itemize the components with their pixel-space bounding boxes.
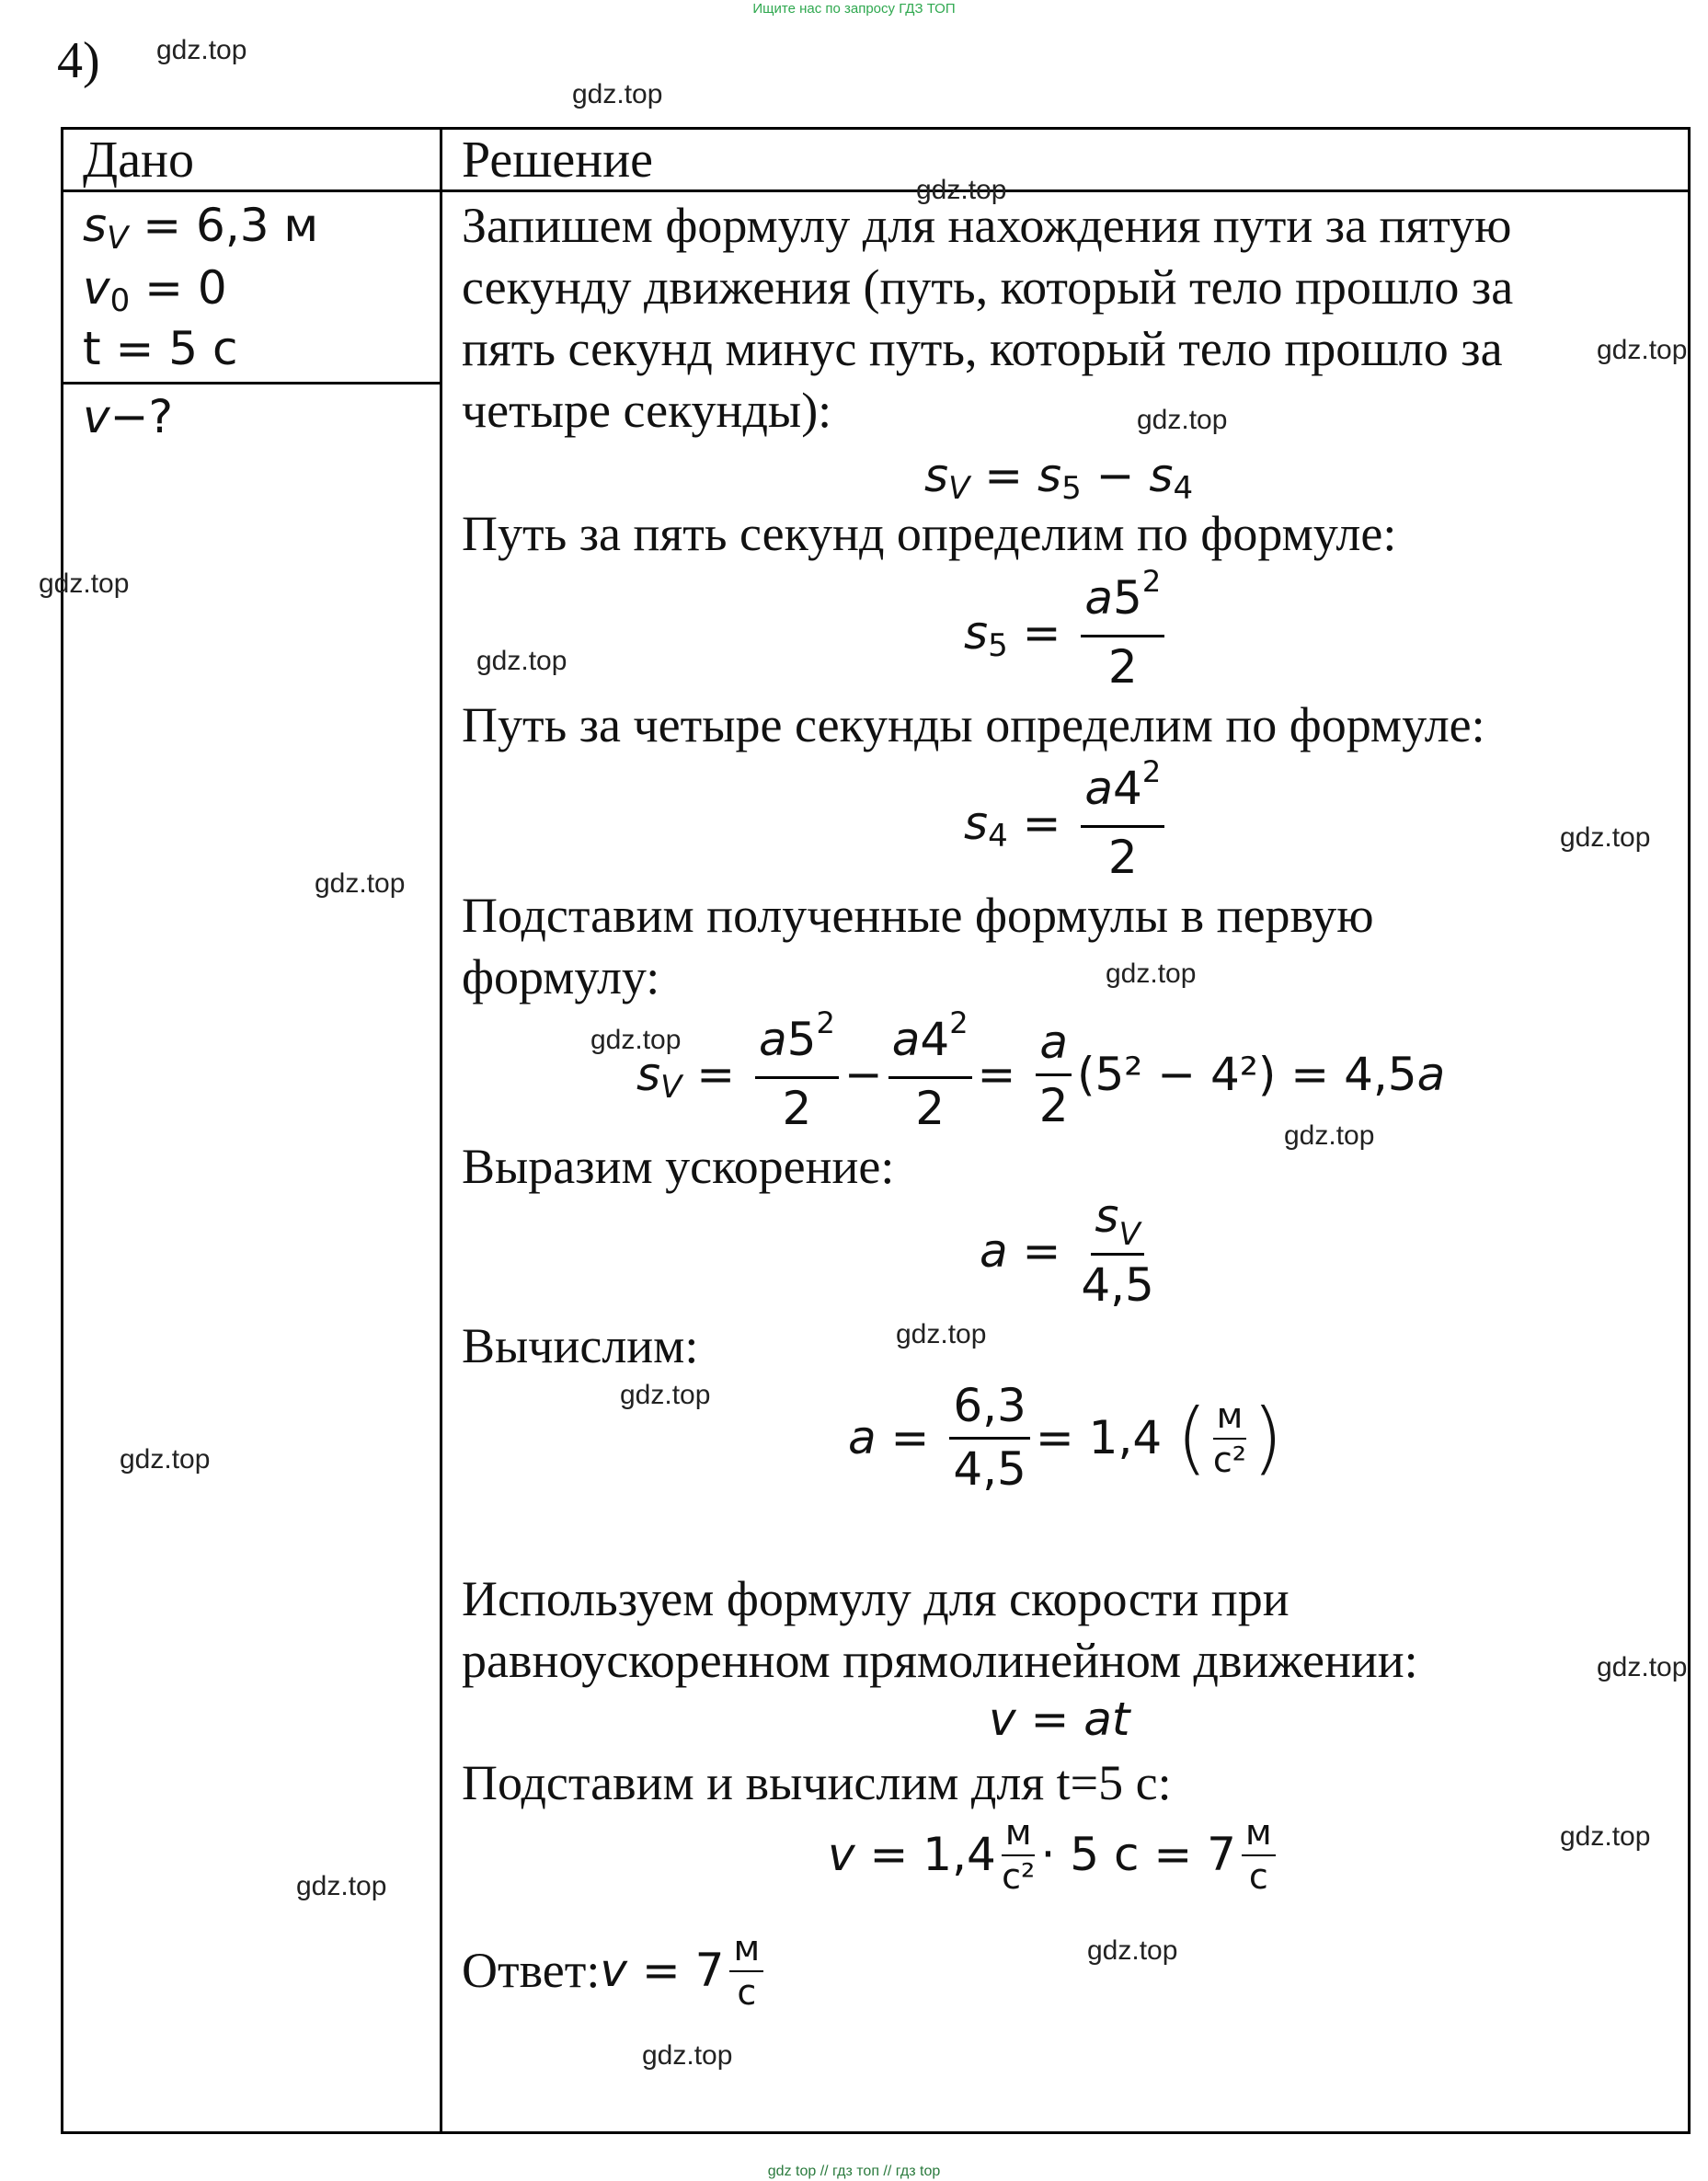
solution-p2: секунду движения (путь, который тело прошло за — [462, 259, 1514, 315]
solution-p13: Подставим и вычислим для t=5 с: — [462, 1755, 1172, 1810]
task-number: 4) — [57, 32, 100, 89]
formula-calc-a: a = $\frac{6,3}{4,5}$ = 1,4 ( $\frac{м}{\text{с²}}$ ) — [848, 1376, 1283, 1498]
watermark: gdz.top — [39, 568, 130, 599]
watermark: gdz.top — [1560, 1821, 1651, 1852]
watermark: gdz.top — [120, 1444, 211, 1475]
given-sv: s V = 6,3 м — [83, 199, 319, 257]
watermark: gdz.top — [1087, 1935, 1178, 1966]
solution-p12: равноускоренном прямолинейном движении: — [462, 1633, 1418, 1688]
given-v0: v 0 = 0 — [83, 261, 227, 319]
watermark: gdz.top — [572, 79, 663, 109]
solution-p6: Путь за четыре секунды определим по формуле: — [462, 697, 1485, 752]
watermark: gdz.top — [916, 175, 1007, 205]
formula-v-calc: v = 1,4 $\frac{м}{\text{с²}}$ · 5 с = 7 $\frac{м}{с}$ — [828, 1812, 1281, 1897]
find-v: v −? — [83, 390, 174, 443]
watermark: gdz.top — [1597, 1652, 1688, 1682]
watermark: gdz.top — [156, 35, 247, 65]
watermark: gdz.top — [642, 2040, 733, 2071]
formula-sv: s V = s 5 − s 4 — [924, 449, 1194, 507]
watermark: gdz.top — [1284, 1120, 1375, 1151]
watermark: gdz.top — [1560, 822, 1651, 853]
watermark: gdz.top — [476, 646, 567, 676]
formula-s4: s 4 = $\frac{a4^2}{2}$ — [964, 759, 1170, 887]
formula-s5: s 5 = $\frac{a5^2}{2}$ — [964, 568, 1170, 696]
watermark: gdz.top — [315, 868, 406, 899]
watermark: gdz.top — [296, 1871, 387, 1901]
solution-p1: Запишем формулу для нахождения пути за пятую — [462, 198, 1512, 253]
watermark: gdz.top — [896, 1319, 987, 1349]
solution-p9: Выразим ускорение: — [462, 1139, 895, 1194]
answer: Ответ: v = 7 $\frac{м}{с}$ — [462, 1928, 769, 2013]
watermark: gdz.top — [1137, 405, 1228, 435]
bottom-banner: gdz top // гдз топ // гдз top — [767, 2164, 941, 2179]
watermark: gdz.top — [1106, 958, 1197, 989]
solution-p11: Используем формулу для скорости при — [462, 1571, 1290, 1626]
solution-p8: формулу: — [462, 949, 660, 1004]
formula-v-at: v = at — [989, 1693, 1130, 1746]
watermark: gdz.top — [590, 1025, 682, 1055]
header-given: Дано — [83, 132, 195, 189]
table-header-divider — [61, 189, 1691, 192]
formula-substitution: s V = $\frac{a5^2}{2}$ − $\frac{a4^2}{2}$ = $\frac{a}{2}$ (5² − 4²) = 4,5 a — [636, 1005, 1446, 1135]
header-solution: Решение — [462, 132, 654, 189]
solution-p3: пять секунд минус путь, который тело прошло за — [462, 321, 1503, 376]
given-find-divider — [61, 382, 441, 385]
given-t: t = 5 с — [83, 322, 238, 375]
table-column-divider — [440, 127, 442, 2134]
solution-p4: четыре секунды): — [462, 383, 832, 438]
solution-p10: Вычислим: — [462, 1318, 699, 1373]
top-banner: Ищите нас по запросу ГДЗ ТОП — [752, 1, 956, 17]
solution-p5: Путь за пять секунд определим по формуле: — [462, 506, 1397, 561]
watermark: gdz.top — [1597, 335, 1688, 365]
formula-a: a = $\frac{s_V}{4,5}$ — [980, 1187, 1160, 1314]
watermark: gdz.top — [620, 1380, 711, 1410]
solution-p7: Подставим полученные формулы в первую — [462, 888, 1374, 943]
